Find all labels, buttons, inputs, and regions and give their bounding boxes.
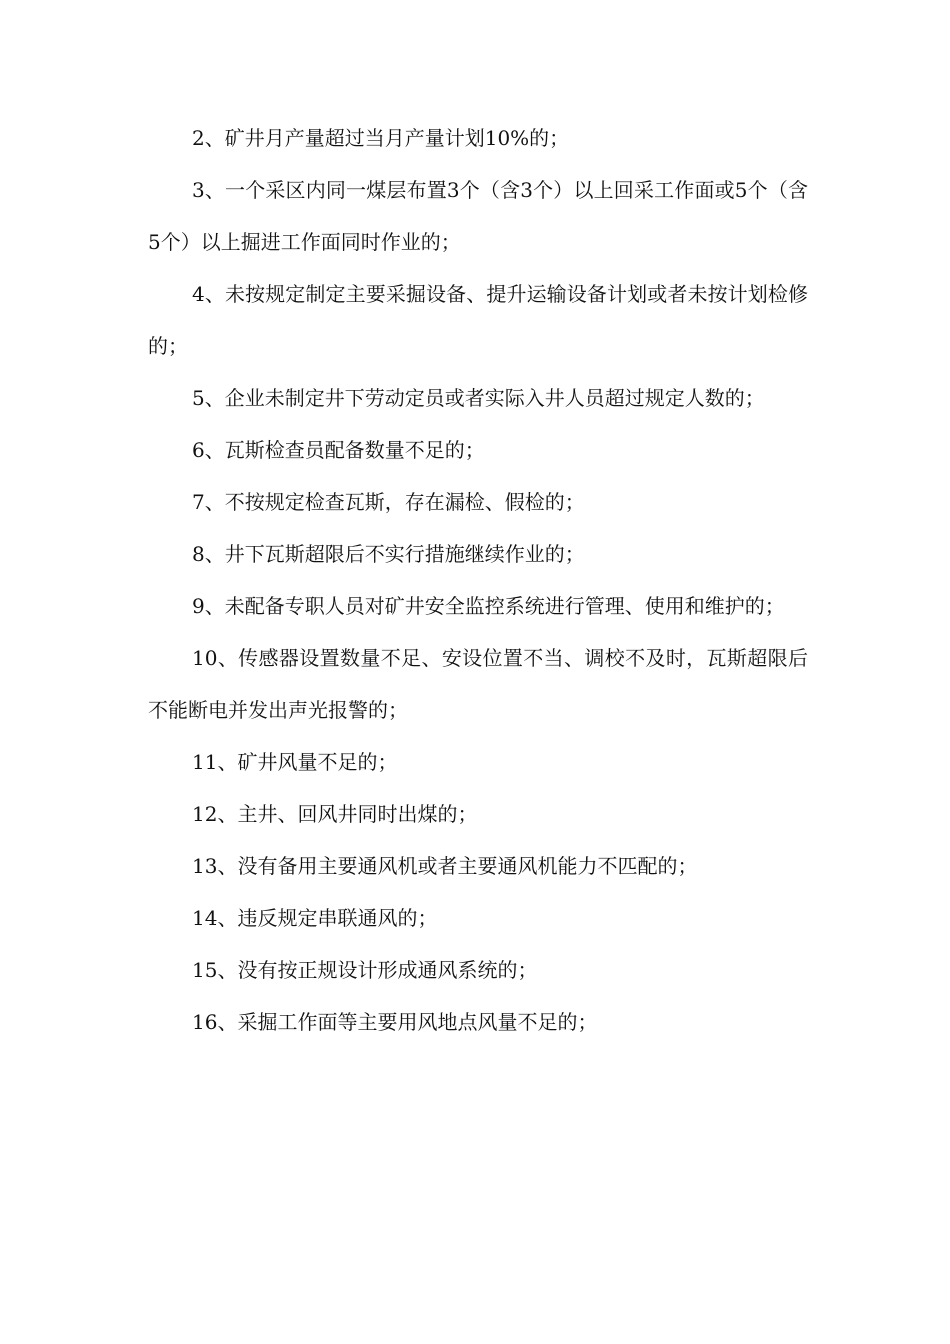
paragraph-item-10: 10、传感器设置数量不足、安设位置不当、调校不及时，瓦斯超限后不能断电并发出声光报警的； xyxy=(148,646,808,722)
paragraph-item-7: 7、不按规定检查瓦斯，存在漏检、假检的； xyxy=(192,490,585,514)
paragraph-item-13: 13、没有备用主要通风机或者主要通风机能力不匹配的； xyxy=(192,854,698,878)
paragraph-item-4: 4、未按规定制定主要采掘设备、提升运输设备计划或者未按计划检修的； xyxy=(148,282,808,358)
paragraph-item-12: 12、主井、回风井同时出煤的； xyxy=(192,802,478,826)
paragraph-item-16: 16、采掘工作面等主要用风地点风量不足的； xyxy=(192,1010,598,1034)
paragraph-item-6: 6、瓦斯检查员配备数量不足的； xyxy=(192,438,485,462)
paragraph-item-14: 14、违反规定串联通风的； xyxy=(192,906,438,930)
paragraph-item-11: 11、矿井风量不足的； xyxy=(192,750,398,774)
paragraph-item-5: 5、企业未制定井下劳动定员或者实际入井人员超过规定人数的； xyxy=(192,386,765,410)
paragraph-item-9: 9、未配备专职人员对矿井安全监控系统进行管理、使用和维护的； xyxy=(192,594,785,618)
document-page xyxy=(148,112,808,1048)
paragraph-item-3: 3、一个采区内同一煤层布置3个（含3个）以上回采工作面或5个（含5个）以上掘进工作面同时作业的； xyxy=(148,178,808,254)
paragraph-item-2: 2、矿井月产量超过当月产量计划10%的； xyxy=(192,126,570,150)
paragraph-item-15: 15、没有按正规设计形成通风系统的； xyxy=(192,958,538,982)
paragraph-item-8: 8、井下瓦斯超限后不实行措施继续作业的； xyxy=(192,542,585,566)
